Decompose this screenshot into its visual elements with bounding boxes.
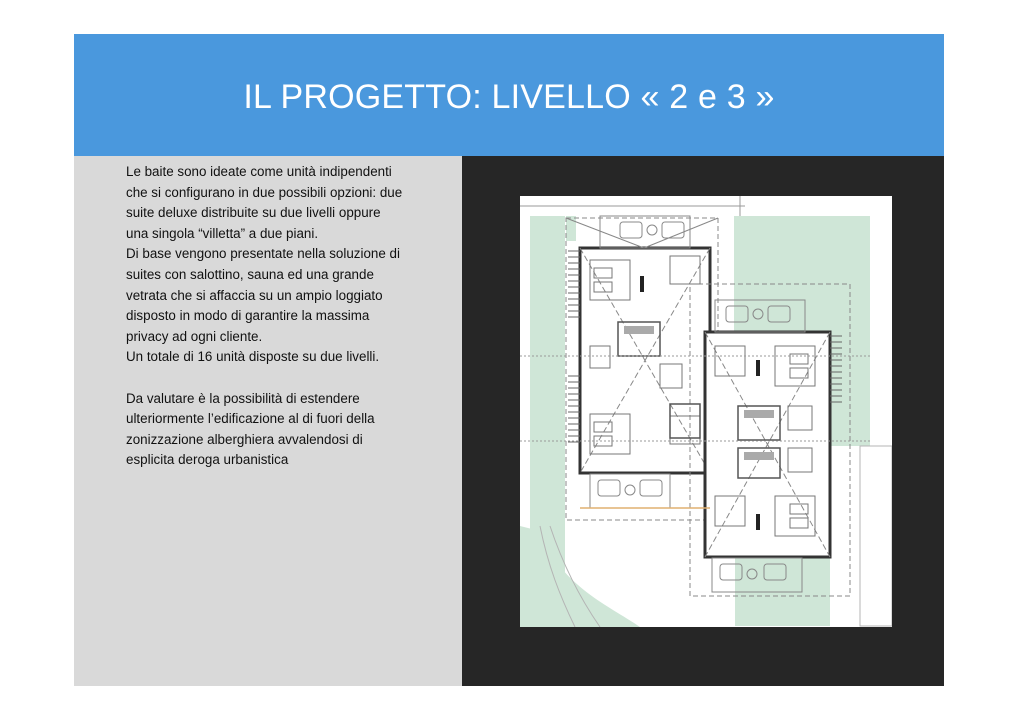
green-area-southwest [520, 526, 640, 627]
floor-plan-drawing [520, 196, 892, 627]
lounger-icon-4 [640, 480, 662, 496]
loggia-upper [600, 216, 690, 248]
stair-west-upper [568, 251, 580, 317]
table-icon-1 [647, 225, 657, 235]
door-marker-lower-1 [756, 360, 760, 376]
adjacent-building [860, 446, 892, 626]
description-text [126, 162, 466, 471]
table-icon-2 [625, 485, 635, 495]
paragraph-project-description: Le baite sono ideate come unità indipendenti che si configurano in due possibili opzioni: due suite deluxe distribuite su due livelli oppure una singola “villetta” a due piani. Di base vengono presentate nella soluzione di suites con salottino, sauna ed una grande vetrata che si affaccia su un ampio loggiato disposto in modo di garantire la massima privacy ad ogni cliente. Un totale di 16 unità disposte su due livelli. [126, 164, 403, 365]
floor-plan-panel [462, 156, 944, 686]
slide [74, 34, 944, 686]
floor-plan-image [520, 196, 892, 627]
door-marker-lower-2 [756, 514, 760, 530]
paragraph-expansion-note: Da valutare è la possibilità di estendere ulteriormente l’edificazione al di fuori della zonizzazione alberghiera avvalendosi di esplicita deroga urbanistica [126, 390, 375, 468]
title-bar [74, 34, 944, 156]
sauna-bench-lower-1 [744, 410, 774, 418]
sauna-bench-lower-2 [744, 452, 774, 460]
stair-west-lower [568, 376, 580, 442]
lounger-icon-2 [662, 222, 684, 238]
door-marker-upper-1 [640, 276, 644, 292]
loggia-upper-south [590, 474, 670, 508]
lounger-icon-1 [620, 222, 642, 238]
lounger-icon-3 [598, 480, 620, 496]
slide-title: IL PROGETTO: LIVELLO « 2 e 3 » [243, 77, 775, 116]
sauna-bench-upper [624, 326, 654, 334]
